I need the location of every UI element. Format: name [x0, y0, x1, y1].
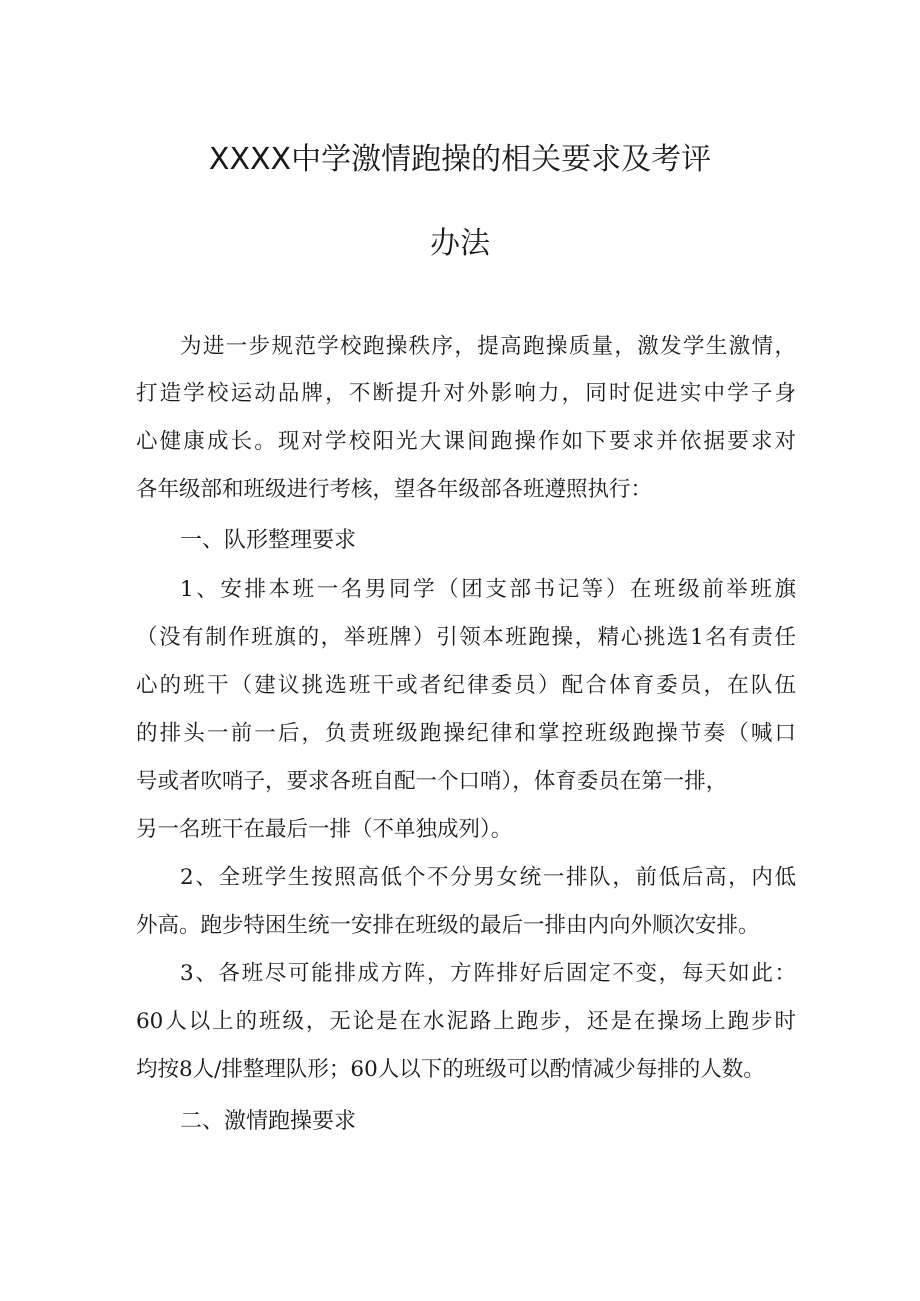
section-2-heading: 二、激情跑操要求 [180, 1109, 357, 1134]
intro-line-3: 心健康成长。现对学校阳光大课间跑操作如下要求并依据要求对 [136, 429, 796, 454]
document-title-line-2: 办法 [430, 226, 490, 261]
document-title-line-1: XXXX中学激情跑操的相关要求及考评 [208, 142, 712, 177]
item-2-line-2: 外高。跑步特困生统一安排在班级的最后一排由内向外顺次安排。 [136, 913, 760, 938]
item-1-line-1: 1、安排本班一名男同学（团支部书记等）在班级前举班旗 [180, 577, 796, 602]
item-1-line-3: 心的班干（建议挑选班干或者纪律委员）配合体育委员，在队伍 [136, 673, 796, 698]
section-1-heading: 一、队形整理要求 [180, 528, 357, 553]
item-1-line-6: 另一名班干在最后一排（不单独成列）。 [136, 817, 513, 842]
item-3-line-2: 60人以上的班级，无论是在水泥路上跑步，还是在操场上跑步时 [136, 1009, 796, 1034]
item-1-line-5: 号或者吹哨子，要求各班自配一个口哨），体育委员在第一排， [136, 769, 728, 794]
item-1-line-4: 的排头一前一后，负责班级跑操纪律和掌控班级跑操节奏（喊口 [136, 721, 796, 746]
intro-line-4: 各年级部和班级进行考核，望各年级部各班遵照执行： [136, 477, 653, 502]
item-3-line-1: 3、各班尽可能排成方阵，方阵排好后固定不变，每天如此： [180, 961, 796, 986]
intro-line-2: 打造学校运动品牌，不断提升对外影响力，同时促进实中学子身 [136, 381, 796, 406]
intro-line-1: 为进一步规范学校跑操秩序，提高跑操质量，激发学生激情， [180, 334, 796, 359]
item-3-line-3: 均按8人/排整理队形；60人以下的班级可以酌情减少每排的人数。 [136, 1057, 765, 1082]
item-2-line-1: 2、全班学生按照高低个不分男女统一排队，前低后高，内低 [180, 865, 796, 890]
item-1-line-2: （没有制作班旗的，举班牌）引领本班跑操，精心挑选1名有责任 [136, 625, 796, 650]
